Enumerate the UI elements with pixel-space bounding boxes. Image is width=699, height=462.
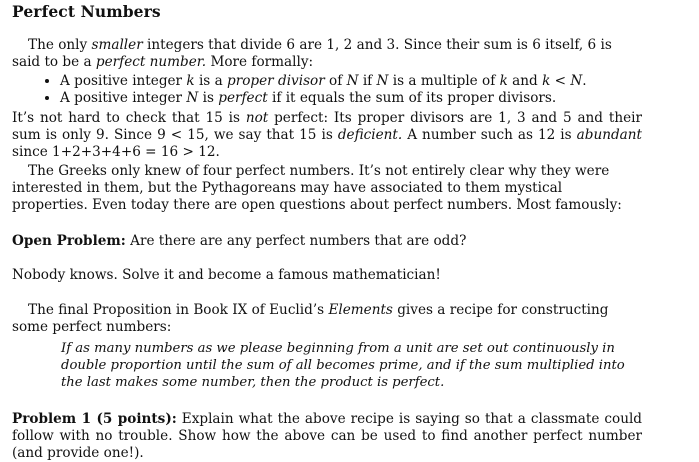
open-problem-label: Open Problem: bbox=[12, 233, 126, 249]
intro-paragraph bbox=[12, 37, 642, 71]
greeks-paragraph: The Greeks only knew of four perfect numbers. It’s not entirely clear why they were interested in them, but the Pythagoreans may have associated to them mystical properties. Even today there are open questions about perfect numbers. Most famously: bbox=[12, 163, 622, 213]
deficient-term: deficient. bbox=[337, 127, 403, 143]
abundant-term: abundant bbox=[576, 127, 642, 143]
intro-text-3: More formally: bbox=[206, 54, 314, 70]
definition-item: • A positive integer N is perfect if it equals the sum of its proper divisors. bbox=[60, 90, 642, 107]
intro-perfect-number: perfect number. bbox=[95, 54, 207, 70]
intro-text-1: The only bbox=[28, 37, 92, 53]
definition-item: • A positive integer k is a proper divisor of N if N is a multiple of k and k < N. bbox=[60, 73, 642, 90]
intro-smaller: smaller bbox=[91, 37, 143, 53]
proper-divisor-term: proper divisor bbox=[227, 73, 325, 89]
euclid-quote: If as many numbers as we please beginning from a unit are set out continuously in double proportion until the sum of all becomes prime, and if the sum multiplied into the last makes some number, then the product is perfect. bbox=[61, 341, 625, 390]
intro-text-2: integers that divide 6 are 1, 2 and 3. Since their sum is 6 itself, 6 is said to be a bbox=[12, 37, 612, 70]
problem-1-text: Explain what the above recipe is saying so that a classmate could follow with no trouble. Show how the above can be used to find another perfect number (and provide one!). bbox=[12, 411, 643, 461]
problem-1-label: Problem 1 (5 points): bbox=[12, 411, 177, 427]
page-title: Perfect Numbers bbox=[12, 2, 161, 21]
definition-list bbox=[12, 73, 642, 107]
open-problem-text: Are there are any perfect numbers that are odd? bbox=[130, 233, 467, 249]
perfect-term: perfect bbox=[218, 90, 268, 106]
euclid-paragraph: The final Proposition in Book IX of Euclid’s Elements gives a recipe for constructing some perfect numbers: bbox=[12, 302, 609, 335]
problem-1 bbox=[12, 411, 642, 462]
not-emphasis: not bbox=[245, 110, 269, 126]
elements-title: Elements bbox=[328, 302, 393, 318]
open-problem bbox=[12, 233, 642, 250]
deficient-abundant-paragraph: It’s not hard to check that 15 is not perfect: Its proper divisors are 1, 3 and 5 and their sum is only 9. Since 9 < 15, we say that 15 is deficient. A number such as 12 is abundant since 1+2+3+4+6 = 16 > 12. bbox=[12, 110, 642, 160]
nobody-knows-line: Nobody knows. Solve it and become a famous mathematician! bbox=[12, 267, 441, 283]
